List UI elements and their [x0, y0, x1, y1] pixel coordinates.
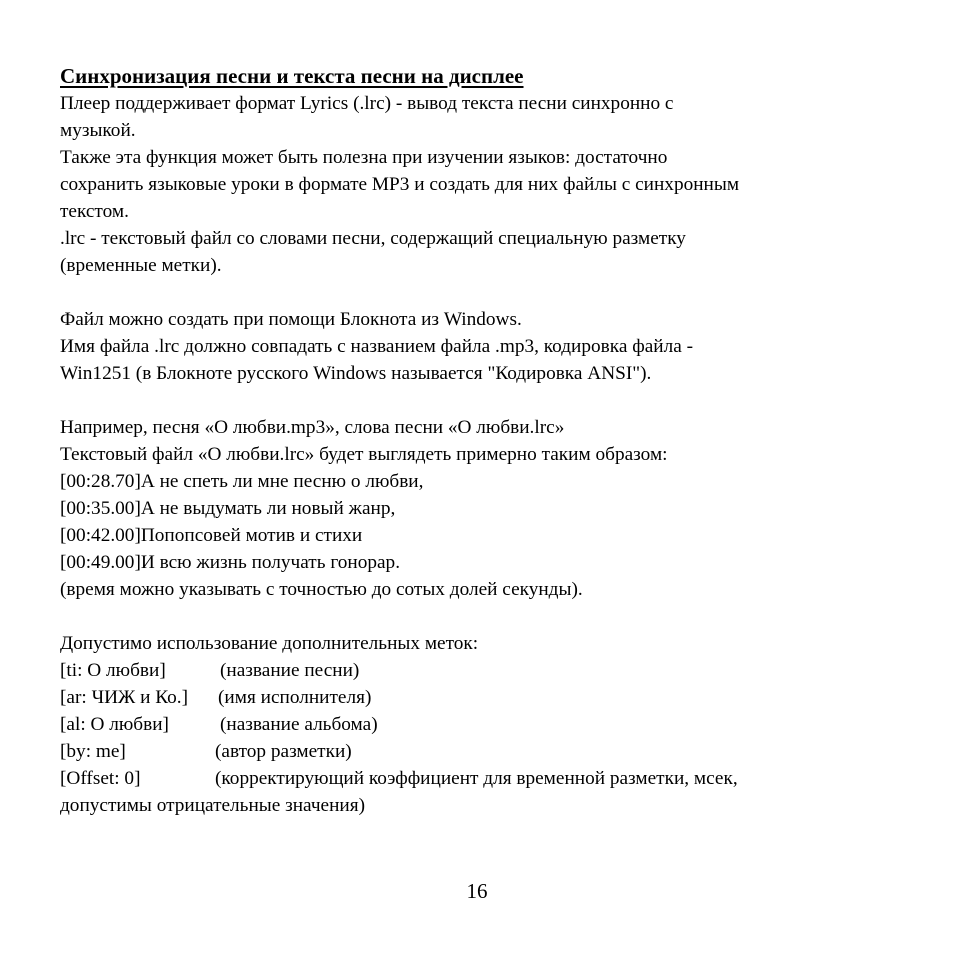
tag-code: [ar: ЧИЖ и Ко.] [60, 687, 189, 708]
tag-row-album [60, 711, 920, 738]
tags-heading: Допустимо использование дополнительных меток: [60, 633, 479, 654]
text-line: музыкой. [60, 120, 136, 141]
text-line: Win1251 (в Блокноте русского Windows называется "Кодировка ANSI"). [60, 363, 652, 384]
text-line: Также эта функция может быть полезна при изучении языков: достаточно [60, 147, 668, 168]
text-line: .lrc - текстовый файл со словами песни, содержащий специальную разметку [60, 228, 686, 249]
text-line: сохранить языковые уроки в формате MP3 и создать для них файлы с синхронным [60, 174, 740, 195]
section-title: Синхронизация песни и текста песни на дисплее [60, 64, 524, 88]
text-line: Файл можно создать при помощи Блокнота из Windows. [60, 309, 522, 330]
lyric-line: [00:35.00]А не выдумать ли новый жанр, [60, 498, 396, 519]
page-number: 16 [466, 879, 488, 903]
tag-code: [al: О любви] [60, 714, 169, 735]
text-line: (время можно указывать с точностью до сотых долей секунды). [60, 579, 583, 600]
lyric-line: [00:49.00]И всю жизнь получать гонорар. [60, 552, 401, 573]
tag-description: (автор разметки) [215, 741, 352, 762]
tag-row-author [60, 738, 920, 765]
text-line: Плеер поддерживает формат Lyrics (.lrc) - вывод текста песни синхронно с [60, 93, 674, 114]
paragraph-gap [60, 387, 920, 414]
tag-description: (название песни) [220, 660, 360, 681]
lyric-line: [00:42.00]Попопсовей мотив и стихи [60, 525, 363, 546]
text-line: Имя файла .lrc должно совпадать с названием файла .mp3, кодировка файла - [60, 336, 694, 357]
text-line: (временные метки). [60, 255, 222, 276]
file-paragraph [60, 306, 920, 387]
tags-paragraph [60, 630, 920, 819]
text-line: допустимы отрицательные значения) [60, 795, 366, 816]
example-paragraph [60, 414, 920, 603]
intro-paragraph [60, 90, 920, 279]
tag-description: (название альбома) [220, 714, 378, 735]
tag-description: (корректирующий коэффициент для временной разметки, мсек, [215, 768, 738, 789]
tag-row-title [60, 657, 920, 684]
document-page [60, 62, 920, 819]
lyric-line: [00:28.70]А не спеть ли мне песню о любви, [60, 471, 424, 492]
text-line: Например, песня «О любви.mp3», слова песни «О любви.lrc» [60, 417, 565, 438]
tag-code: [by: me] [60, 741, 126, 762]
text-line: текстом. [60, 201, 129, 222]
tag-description: (имя исполнителя) [218, 687, 372, 708]
text-line: Текстовый файл «О любви.lrc» будет выглядеть примерно таким образом: [60, 444, 668, 465]
tag-code: [ti: О любви] [60, 660, 166, 681]
tag-row-offset [60, 765, 920, 792]
tag-row-artist [60, 684, 920, 711]
paragraph-gap [60, 603, 920, 630]
paragraph-gap [60, 279, 920, 306]
tag-code: [Offset: 0] [60, 768, 141, 789]
